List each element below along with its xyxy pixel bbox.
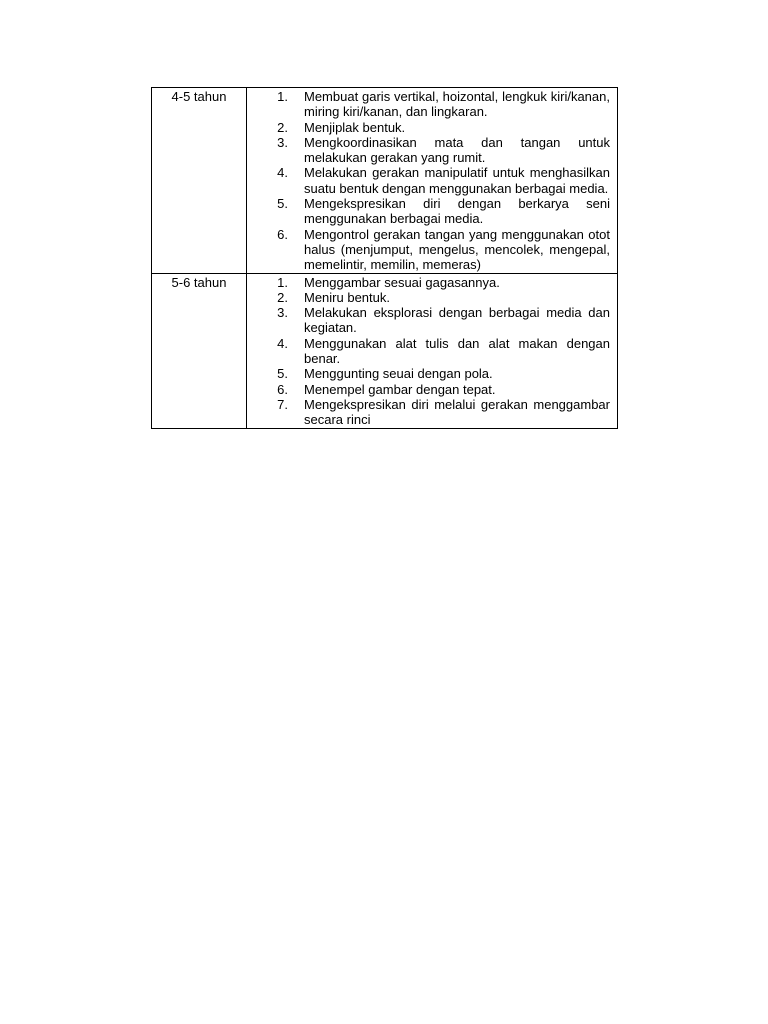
item-number: 2.	[277, 289, 288, 305]
item-number: 1.	[277, 89, 288, 104]
table-row	[152, 273, 618, 428]
item-text: Menjiplak bentuk.	[304, 119, 406, 135]
milestones-cell	[247, 273, 618, 428]
item-number: 6.	[277, 226, 288, 242]
list-item	[247, 227, 610, 273]
list-item	[247, 397, 610, 428]
milestones-cell	[247, 88, 618, 274]
item-text: Menggunakan alat tulis dan alat makan dengan benar.	[304, 335, 610, 367]
list-item	[247, 165, 610, 196]
list-item	[247, 382, 610, 397]
item-text: Melakukan eksplorasi dengan berbagai media dan kegiatan.	[304, 305, 610, 336]
item-text: Menggunting seuai dengan pola.	[304, 366, 493, 382]
item-text: Mengkoordinasikan mata dan tangan untuk melakukan gerakan yang rumit.	[304, 134, 610, 166]
list-item	[247, 120, 610, 135]
age-cell: 5-6 tahun	[152, 273, 247, 428]
item-text: Meniru bentuk.	[304, 289, 390, 305]
item-number: 5.	[277, 366, 288, 382]
list-item	[247, 135, 610, 166]
list-item	[247, 336, 610, 367]
item-number: 4.	[277, 165, 288, 181]
item-number: 3.	[277, 134, 288, 150]
list-item	[247, 89, 610, 120]
item-text: Menggambar sesuai gagasannya.	[304, 274, 500, 290]
list-item	[247, 290, 610, 305]
list-item	[247, 305, 610, 336]
item-number: 3.	[277, 305, 288, 321]
list-item	[247, 275, 610, 290]
item-number: 6.	[277, 381, 288, 397]
item-text: Mengontrol gerakan tangan yang menggunakan otot halus (menjumput, mengelus, mencolek, mengepal, memelintir, memilin, memeras)	[304, 226, 610, 273]
item-number: 1.	[277, 274, 288, 290]
item-number: 2.	[277, 119, 288, 135]
item-text: Membuat garis vertikal, hoizontal, lengkuk kiri/kanan, miring kiri/kanan, dan lingkaran.	[304, 89, 610, 120]
item-number: 4.	[277, 335, 288, 351]
item-text: Menempel gambar dengan tepat.	[304, 381, 496, 397]
list-item	[247, 366, 610, 381]
list-item	[247, 196, 610, 227]
item-text: Mengekspresikan diri dengan berkarya seni menggunakan berbagai media.	[304, 196, 610, 227]
age-cell: 4-5 tahun	[152, 88, 247, 274]
item-text: Melakukan gerakan manipulatif untuk menghasilkan suatu bentuk dengan menggunakan berbagai media.	[304, 165, 610, 196]
development-table	[151, 87, 618, 429]
table-row	[152, 88, 618, 274]
item-number: 5.	[277, 196, 288, 212]
item-number: 7.	[277, 396, 288, 412]
item-text: Mengekspresikan diri melalui gerakan menggambar secara rinci	[304, 396, 610, 428]
